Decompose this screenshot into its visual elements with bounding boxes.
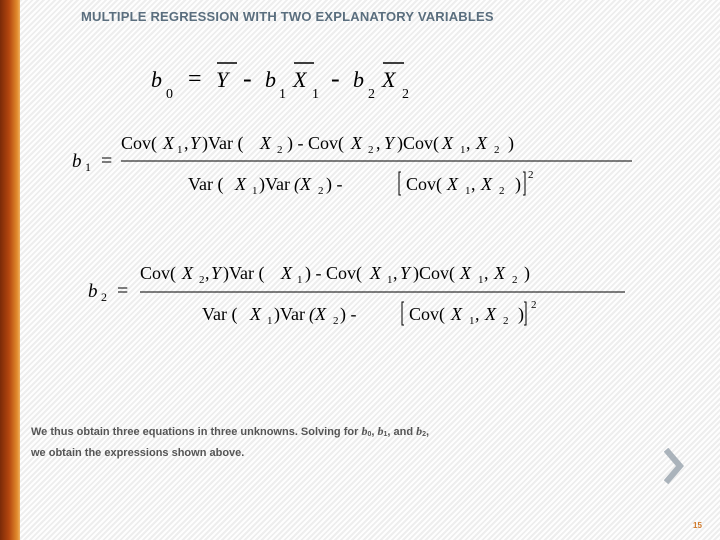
svg-text:X: X [182, 263, 193, 283]
svg-text:X: X [351, 133, 362, 153]
svg-text:): ) [524, 263, 530, 283]
svg-text:1: 1 [312, 87, 319, 102]
svg-text:Cov(: Cov( [406, 174, 442, 194]
svg-text:2: 2 [531, 299, 537, 311]
svg-text:)Cov(: )Cov( [413, 263, 455, 283]
svg-text:1: 1 [177, 144, 183, 156]
svg-text:X: X [494, 263, 505, 283]
svg-text:): ) [518, 304, 524, 324]
svg-text:2: 2 [402, 87, 409, 102]
svg-text:,: , [184, 133, 189, 153]
svg-text:b: b [265, 67, 276, 92]
svg-text:2: 2 [101, 290, 107, 304]
svg-text:)Cov(: )Cov( [397, 133, 439, 153]
svg-text:(X: (X [309, 304, 326, 324]
svg-text:=: = [117, 280, 129, 302]
svg-text:2: 2 [318, 185, 324, 197]
svg-text:b: b [353, 67, 364, 92]
svg-text:Y: Y [216, 67, 229, 92]
svg-text:): ) [515, 174, 521, 194]
svg-text:Y: Y [384, 133, 395, 153]
svg-text:1: 1 [279, 87, 286, 102]
svg-text:1: 1 [252, 185, 258, 197]
svg-text:)Var: )Var [274, 304, 305, 324]
svg-text:,: , [466, 133, 471, 153]
svg-text:X: X [460, 263, 471, 283]
svg-text:2: 2 [499, 185, 505, 197]
svg-text:2: 2 [277, 144, 283, 156]
svg-text:X: X [382, 67, 396, 92]
svg-text:X: X [260, 133, 271, 153]
svg-text:): ) [508, 133, 514, 153]
svg-text:X: X [235, 174, 246, 194]
svg-text:) -: ) - [326, 174, 343, 194]
svg-text:2: 2 [333, 315, 339, 327]
svg-text:2: 2 [199, 274, 205, 286]
svg-text:X: X [250, 304, 261, 324]
svg-text:1: 1 [387, 274, 393, 286]
explanation-text [31, 422, 429, 462]
svg-text:X: X [293, 67, 307, 92]
slide-title: MULTIPLE REGRESSION WITH TWO EXPLANATORY VARIABLES [81, 9, 494, 24]
svg-text:Y: Y [211, 263, 222, 283]
svg-text:b: b [151, 67, 162, 92]
svg-text:2: 2 [512, 274, 518, 286]
svg-text:1: 1 [460, 144, 466, 156]
svg-text:) -: ) - [340, 304, 357, 324]
svg-text:1: 1 [478, 274, 484, 286]
svg-text:)Var: )Var [259, 174, 290, 194]
svg-text:,: , [484, 263, 489, 283]
svg-text:,: , [376, 133, 381, 153]
svg-text:(X: (X [294, 174, 311, 194]
svg-text:2: 2 [494, 144, 500, 156]
svg-text:,: , [205, 263, 210, 283]
svg-text:X: X [442, 133, 453, 153]
svg-text:X: X [485, 304, 496, 324]
explanation-line-1: We thus obtain three equations in three unknowns. Solving for $b_0$, $b_1$, and $b_2$, [31, 424, 430, 438]
svg-text:) - Cov(: ) - Cov( [305, 263, 362, 283]
svg-text:X: X [451, 304, 462, 324]
svg-text:Cov(: Cov( [409, 304, 445, 324]
svg-text:,: , [471, 174, 476, 194]
svg-text:X: X [370, 263, 381, 283]
svg-text:2: 2 [528, 169, 534, 181]
svg-text:1: 1 [85, 160, 91, 174]
svg-text:=: = [188, 66, 202, 92]
svg-text:-: - [243, 64, 252, 93]
svg-text:,: , [393, 263, 398, 283]
svg-text:2: 2 [503, 315, 509, 327]
svg-text:)Var (: )Var ( [202, 133, 244, 153]
svg-text:b: b [88, 281, 98, 302]
svg-text:Y: Y [190, 133, 201, 153]
svg-text:,: , [475, 304, 480, 324]
page-number: 15 [693, 521, 702, 530]
svg-text:X: X [476, 133, 487, 153]
svg-text:X: X [163, 133, 174, 153]
svg-text:Y: Y [400, 263, 411, 283]
svg-text:2: 2 [368, 87, 375, 102]
svg-text:Var (: Var ( [188, 174, 224, 194]
svg-text:X: X [481, 174, 492, 194]
explanation-line-2: we obtain the expressions shown above. [31, 447, 245, 459]
svg-text:X: X [447, 174, 458, 194]
svg-text:b: b [72, 151, 82, 172]
svg-text:-: - [331, 64, 340, 93]
svg-text:Cov(: Cov( [121, 133, 157, 153]
svg-text:Cov(: Cov( [140, 263, 176, 283]
svg-text:X: X [281, 263, 292, 283]
svg-text:) - Cov(: ) - Cov( [287, 133, 344, 153]
svg-text:0: 0 [166, 87, 173, 102]
svg-text:1: 1 [465, 185, 471, 197]
svg-text:Var (: Var ( [202, 304, 238, 324]
svg-text:1: 1 [469, 315, 475, 327]
chevron-right-icon[interactable] [664, 448, 686, 484]
svg-text:2: 2 [368, 144, 374, 156]
svg-text:1: 1 [267, 315, 273, 327]
svg-text:1: 1 [297, 274, 303, 286]
svg-text:)Var (: )Var ( [223, 263, 265, 283]
svg-text:=: = [101, 150, 113, 172]
